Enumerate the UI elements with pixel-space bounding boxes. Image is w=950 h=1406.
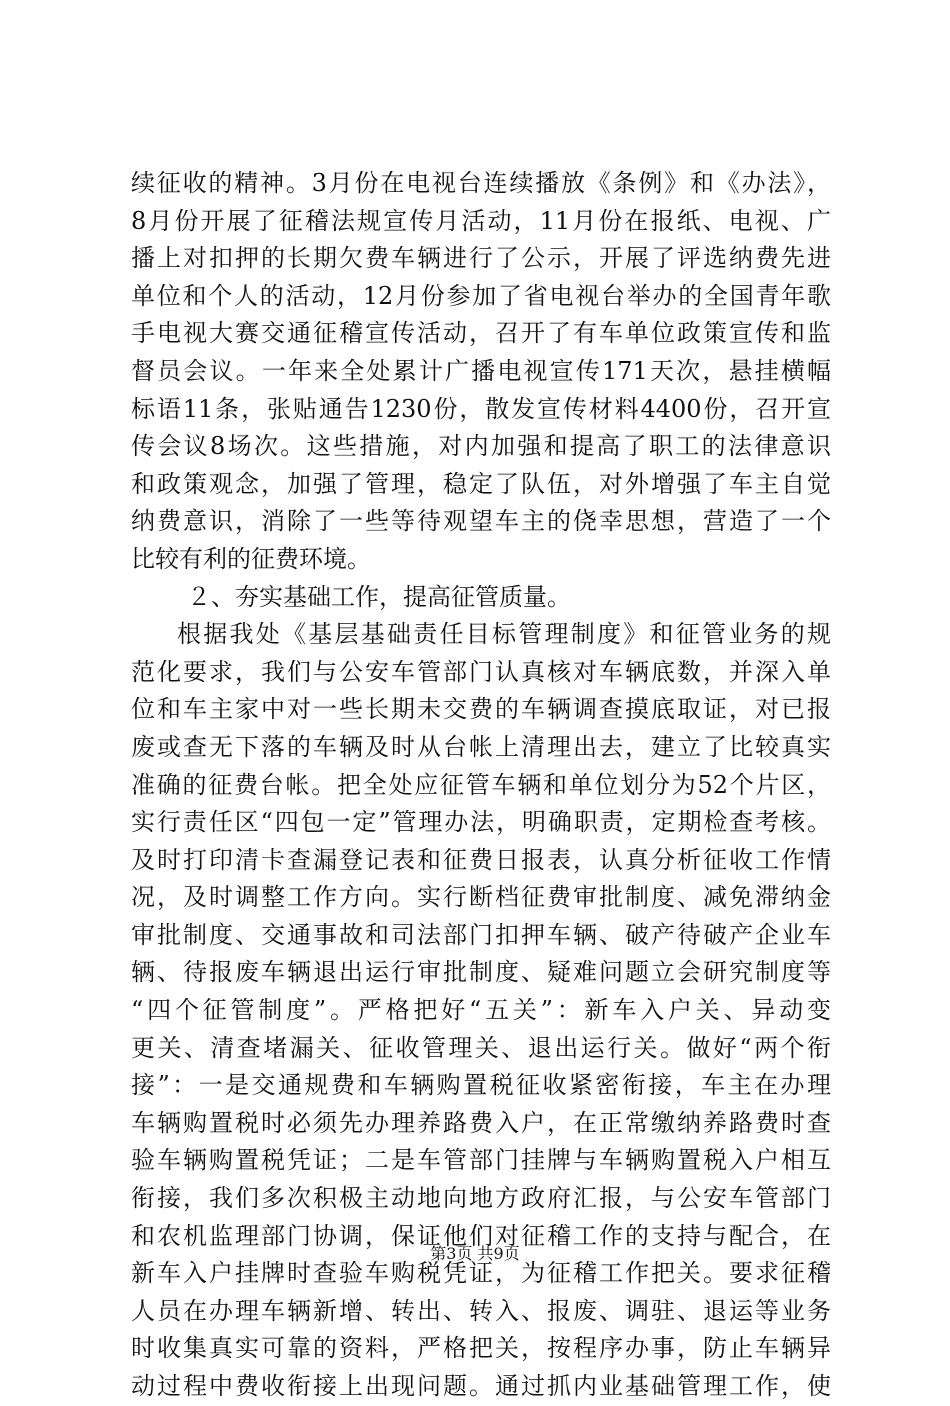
paragraph-line: 新车入户挂牌时查验车购税凭证，为征稽工作把关。要求征稽: [131, 1259, 831, 1288]
paragraph-line: 人员在办理车辆新增、转出、转入、报废、调驻、退运等业务: [131, 1296, 831, 1325]
paragraph-line: 及时打印清卡查漏登记表和征费日报表，认真分析征收工作情: [131, 845, 831, 874]
paragraph-line: 范化要求，我们与公安车管部门认真核对车辆底数，并深入单: [131, 657, 831, 686]
page-number-footer: 第3页 共9页: [430, 1244, 520, 1263]
paragraph-line: 传会议8场次。这些措施，对内加强和提高了职工的法律意识: [131, 432, 831, 461]
paragraph-line: 废或查无下落的车辆及时从台帐上清理出去，建立了比较真实: [131, 732, 831, 761]
paragraph-line: 更关、清查堵漏关、征收管理关、退出运行关。做好“两个衔: [131, 1033, 831, 1062]
paragraph-line: 标语11条，张贴通告1230份，散发宣传材料4400份，召开宣: [131, 394, 831, 423]
paragraph-line: 续征收的精神。3月份在电视台连续播放《条例》和《办法》，: [131, 169, 831, 197]
paragraph-line: 衔接，我们多次积极主动地向地方政府汇报，与公安车管部门: [131, 1184, 831, 1213]
paragraph-line: 比较有利的征费环境。: [131, 544, 371, 573]
paragraph-line: “四个征管制度”。严格把好“五关”：新车入户关、异动变: [131, 996, 831, 1025]
paragraph-line: 督员会议。一年来全处累计广播电视宣传171天次，悬挂横幅: [131, 356, 831, 385]
paragraph-line: 实行责任区“四包一定”管理办法，明确职责，定期检查考核。: [131, 808, 831, 837]
paragraph-line: 验车辆购置税凭证；二是车管部门挂牌与车辆购置税入户相互: [131, 1146, 831, 1175]
paragraph-line: 8月份开展了征稽法规宣传月活动，11月份在报纸、电视、广: [131, 206, 831, 235]
paragraph-line: 时收集真实可靠的资料，严格把关，按程序办事，防止车辆异: [131, 1334, 831, 1363]
paragraph-line: 动过程中费收衔接上出现问题。通过抓内业基础管理工作，使: [131, 1372, 831, 1400]
paragraph-line: 位和车主家中对一些长期未交费的车辆调查摸底取证，对已报: [131, 695, 831, 724]
paragraph-line: 审批制度、交通事故和司法部门扣押车辆、破产待破产企业车: [131, 920, 831, 949]
document-body: [131, 165, 831, 1406]
paragraph-line: 接”：一是交通规费和车辆购置税征收紧密衔接，车主在办理: [131, 1071, 831, 1100]
paragraph-line: 根据我处《基层基础责任目标管理制度》和征管业务的规: [177, 620, 831, 649]
paragraph-line: 纳费意识，消除了一些等待观望车主的侥幸思想，营造了一个: [131, 507, 831, 536]
paragraph-line: 准确的征费台帐。把全处应征管车辆和单位划分为52个片区，: [131, 770, 831, 799]
paragraph-line: 播上对扣押的长期欠费车辆进行了公示，开展了评选纳费先进: [131, 244, 831, 273]
paragraph-line: 辆、待报废车辆退出运行审批制度、疑难问题立会研究制度等: [131, 958, 831, 987]
paragraph-line: 和农机监理部门协调，保证他们对征稽工作的支持与配合，在: [131, 1221, 831, 1250]
paragraph-line: 车辆购置税时必须先办理养路费入户，在正常缴纳养路费时查: [131, 1108, 831, 1137]
paragraph-line: 单位和个人的活动，12月份参加了省电视台举办的全国青年歌: [131, 281, 831, 310]
section-heading: ２、夯实基础工作，提高征管质量。: [187, 582, 571, 611]
paragraph-line: 况，及时调整工作方向。实行断档征费审批制度、减免滞纳金: [131, 883, 831, 912]
paragraph-line: 和政策观念，加强了管理，稳定了队伍，对外增强了车主自觉: [131, 469, 831, 498]
paragraph-line: 手电视大赛交通征稽宣传活动，召开了有车单位政策宣传和监: [131, 319, 831, 348]
